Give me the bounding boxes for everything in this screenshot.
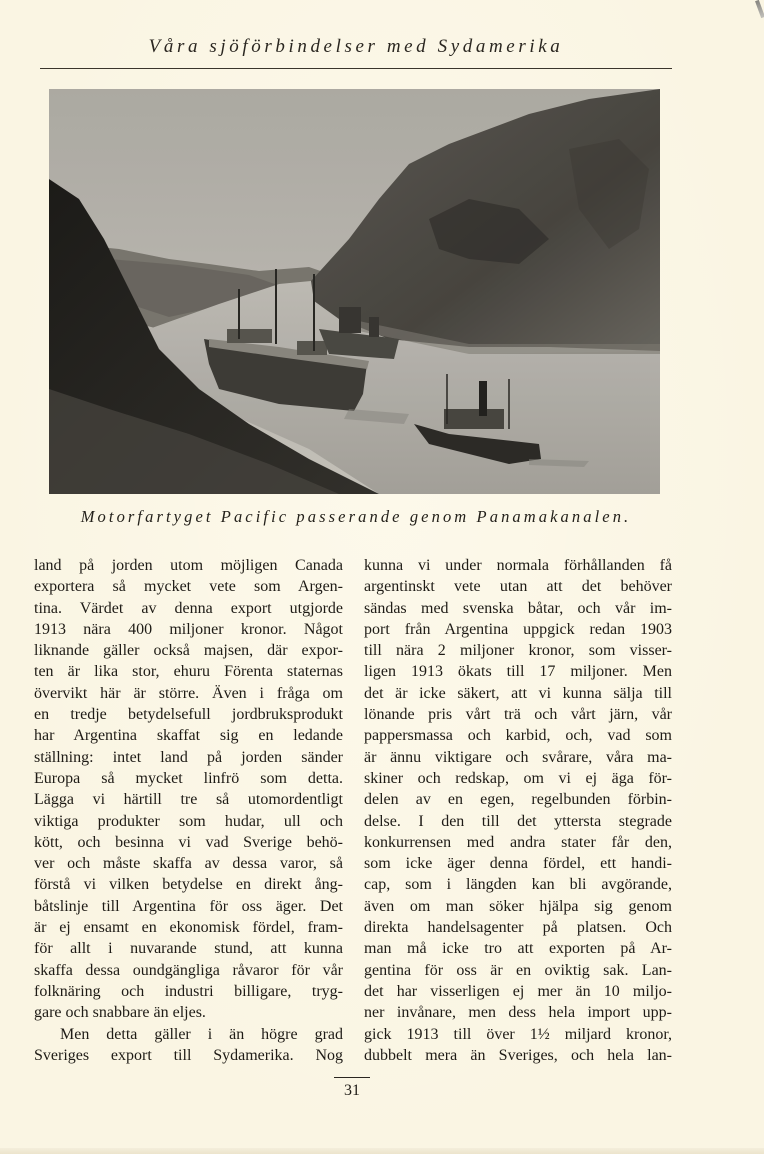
text-line: tina. Värdet av denna export utgjorde xyxy=(34,599,343,617)
text-line: skaffa dessa oundgängliga råvaror för vår xyxy=(34,961,343,979)
text-line: ten är lika stor, ehuru Förenta staternas xyxy=(34,663,343,681)
text-line: ligen 1913 ökats till 17 miljoner. Men xyxy=(364,663,672,681)
text-line: gare och snabbare än eljes. xyxy=(34,1004,206,1022)
page-bottom-edge xyxy=(0,1148,764,1154)
text-column-right xyxy=(364,555,672,1066)
text-line: port från Argentina uppgick redan 1903 xyxy=(364,620,672,638)
text-line: ner invånare, men dess hela import upp- xyxy=(364,1004,672,1022)
text-line: liknande gäller också majsen, där expor- xyxy=(34,642,343,660)
text-line: Europa så mycket linfrö som detta. xyxy=(34,769,343,787)
text-line: lönande pris vårt trä och vårt järn, vår xyxy=(364,706,672,724)
text-line: sändas med svenska båtar, och vår im- xyxy=(364,599,672,617)
text-line: för allt i nuvarande stund, att kunna xyxy=(34,940,343,958)
page-corner-mark xyxy=(755,0,764,18)
text-line: båtslinje till Argentina för oss äger. Det xyxy=(34,897,343,915)
text-line: gick 1913 till över 1½ miljard kronor, xyxy=(364,1025,672,1043)
text-line: Sveriges export till Sydamerika. Nog xyxy=(34,1046,343,1064)
text-line: dubbelt mera än Sveriges, och hela lan- xyxy=(364,1046,672,1064)
text-line: cap, som i längden kan bli avgörande, xyxy=(364,876,672,894)
text-line: till nära 2 miljoner kronor, som visser- xyxy=(364,642,672,660)
text-line: är ännu viktigare och svårare, våra ma- xyxy=(364,748,672,766)
photo-caption: Motorfartyget Pacific passerande genom Panamakanalen. xyxy=(80,507,632,526)
text-line: även om man söker hjälpa sig genom xyxy=(364,897,672,915)
header-rule xyxy=(40,68,672,69)
text-line: delen av en egen, regelbunden förbin- xyxy=(364,791,672,809)
text-line: pappersmassa och karbid, och, vad som xyxy=(364,727,672,745)
text-line: kött, och besinna vi vad Sverige behö- xyxy=(34,833,343,851)
text-line: är ej ensamt en ekonomisk fördel, fram- xyxy=(34,919,343,937)
text-line: skiner och redskap, om vi ej äga för- xyxy=(364,769,672,787)
text-line: land på jorden utom möjligen Canada xyxy=(34,557,343,574)
text-line: ver och måste skaffa av dessa varor, så xyxy=(34,855,343,873)
folio-rule xyxy=(334,1077,370,1078)
paragraph-start-line: Men detta gäller i än högre grad xyxy=(60,1025,343,1043)
text-line: konkurrensen med andra stater får den, xyxy=(364,833,672,851)
text-line: direkta handelsagenter på platsen. Och xyxy=(364,919,672,937)
text-line: det har visserligen ej mer än 10 miljo- xyxy=(364,982,672,1000)
text-line: delse. I den till det yttersta stegrade xyxy=(364,812,672,830)
text-line: gentina för oss är en oviktig sak. Lan- xyxy=(364,961,672,979)
text-line: förstå vi vilken betydelse en direkt ång- xyxy=(34,876,343,894)
text-line: 1913 nära 400 miljoner kronor. Något xyxy=(34,620,343,638)
text-line: har Argentina skaffat sig en ledande xyxy=(34,727,343,745)
page-number: 31 xyxy=(344,1082,360,1099)
ship-in-canal-photo xyxy=(49,89,660,494)
text-column-left xyxy=(34,555,343,1066)
text-line: exportera så mycket vete som Argen- xyxy=(34,578,343,596)
text-line: Lägga vi härtill tre så utomordentligt xyxy=(34,791,343,809)
text-line: det är icke säkert, att vi kunna sälja till xyxy=(364,684,672,702)
running-head: Våra sjöförbindelser med Sydamerika xyxy=(148,36,564,57)
text-line: viktiga produkter som hudar, ull och xyxy=(34,812,343,830)
text-line: folknäring och industri billigare, tryg- xyxy=(34,982,343,1000)
text-line: en tredje betydelsefull jordbruksprodukt xyxy=(34,706,343,724)
text-line: argentinskt vete utan att det behöver xyxy=(364,578,672,596)
text-line: övervikt här är större. Även i fråga om xyxy=(34,684,343,702)
text-line: ställning: intet land på jorden sänder xyxy=(34,748,343,766)
text-line: som icke äger denna fördel, ett handi- xyxy=(364,855,672,873)
text-line: man må icke tro att exporten på Ar- xyxy=(364,940,672,958)
text-line: kunna vi under normala förhållanden få xyxy=(364,557,672,574)
